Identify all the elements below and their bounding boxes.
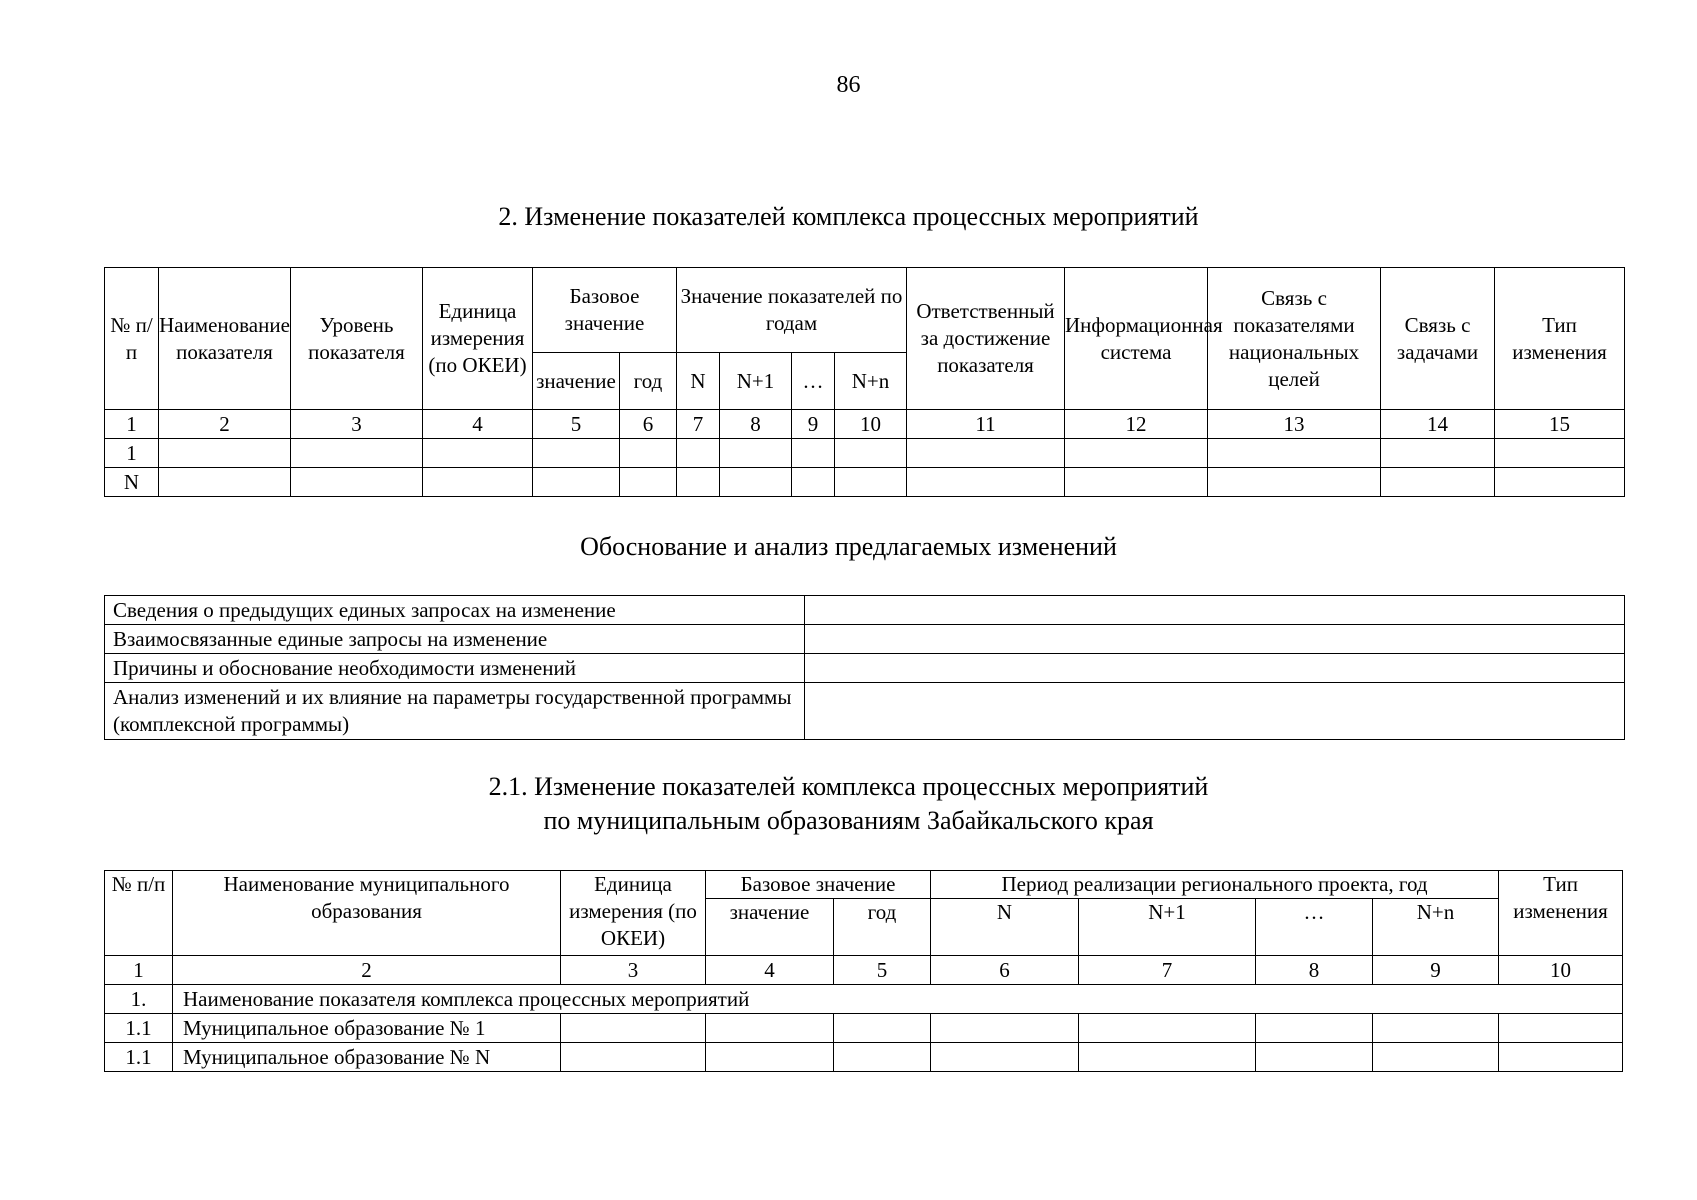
col-period-n1-header: N+1 xyxy=(1079,899,1256,956)
table-row xyxy=(105,1014,1623,1043)
table-row xyxy=(105,468,1625,497)
section-title-line: по муниципальным образованиям Забайкальского края xyxy=(543,806,1154,835)
col-tasks-header: Связь с задачами xyxy=(1381,268,1495,410)
col-year-n-header: N xyxy=(677,353,720,410)
municipality-label: Муниципальное образование № 1 xyxy=(173,1014,561,1043)
table-cell[interactable] xyxy=(1499,1014,1623,1043)
column-number: 10 xyxy=(835,410,907,439)
table-cell[interactable] xyxy=(1381,468,1495,497)
table-cell[interactable] xyxy=(931,1014,1079,1043)
column-number: 7 xyxy=(677,410,720,439)
col-base-header: Базовое значение xyxy=(533,268,677,353)
table-cell[interactable] xyxy=(1373,1014,1499,1043)
table-cell[interactable] xyxy=(720,468,792,497)
table-cell[interactable] xyxy=(159,468,291,497)
col-national-header: Связь с показателями национальных целей xyxy=(1208,268,1381,410)
justification-value[interactable] xyxy=(805,625,1625,654)
col-base-header: Базовое значение xyxy=(706,871,931,899)
col-period-header: Период реализации регионального проекта, год xyxy=(931,871,1499,899)
table-cell[interactable] xyxy=(620,439,677,468)
table-cell[interactable] xyxy=(931,1043,1079,1072)
table-row xyxy=(105,654,1625,683)
column-number: 15 xyxy=(1495,410,1625,439)
table-cell[interactable] xyxy=(291,439,423,468)
col-unit-header: Единица измерения (по ОКЕИ) xyxy=(561,871,706,956)
table-cell[interactable] xyxy=(1208,468,1381,497)
col-name-header: Наименование показателя xyxy=(159,268,291,410)
column-number: 8 xyxy=(720,410,792,439)
table-row xyxy=(105,1043,1623,1072)
column-number: 10 xyxy=(1499,956,1623,985)
column-number: 9 xyxy=(1373,956,1499,985)
table-cell[interactable] xyxy=(1256,1014,1373,1043)
justification-value[interactable] xyxy=(805,654,1625,683)
table-header-row xyxy=(105,268,1625,353)
col-year-dots-header: … xyxy=(792,353,835,410)
table-cell[interactable] xyxy=(792,468,835,497)
municipal-changes-table xyxy=(104,870,1623,1072)
section-title-line: 2.1. Изменение показателей комплекса процессных мероприятий xyxy=(488,772,1209,801)
justification-label: Причины и обоснование необходимости изменений xyxy=(105,654,805,683)
table-cell[interactable] xyxy=(533,468,620,497)
table-row xyxy=(105,625,1625,654)
row-number: 1.1 xyxy=(105,1014,173,1043)
col-base-value-header: значение xyxy=(533,353,620,410)
column-number: 6 xyxy=(620,410,677,439)
justification-label: Сведения о предыдущих единых запросах на изменение xyxy=(105,596,805,625)
table-cell[interactable] xyxy=(677,468,720,497)
column-number: 5 xyxy=(533,410,620,439)
column-number: 13 xyxy=(1208,410,1381,439)
table-cell[interactable] xyxy=(835,439,907,468)
table-cell[interactable] xyxy=(533,439,620,468)
table-row xyxy=(105,683,1625,740)
column-number: 6 xyxy=(931,956,1079,985)
table-cell[interactable] xyxy=(720,439,792,468)
table-cell[interactable] xyxy=(834,1014,931,1043)
municipality-label: Муниципальное образование № N xyxy=(173,1043,561,1072)
column-number: 3 xyxy=(291,410,423,439)
column-number-row xyxy=(105,956,1623,985)
table-cell[interactable] xyxy=(1079,1014,1256,1043)
col-base-value-header: значение xyxy=(706,899,834,956)
column-number: 14 xyxy=(1381,410,1495,439)
justification-value[interactable] xyxy=(805,596,1625,625)
col-period-nn-header: N+n xyxy=(1373,899,1499,956)
table-cell[interactable] xyxy=(620,468,677,497)
column-number: 4 xyxy=(706,956,834,985)
section-title-justification: Обоснование и анализ предлагаемых изменений xyxy=(580,532,1117,561)
table-cell[interactable] xyxy=(291,468,423,497)
column-number: 9 xyxy=(792,410,835,439)
col-municipality-header: Наименование муниципального образования xyxy=(173,871,561,956)
group-label: Наименование показателя комплекса процессных мероприятий xyxy=(173,985,1623,1014)
col-num-header: № п/п xyxy=(105,268,159,410)
table-header-row xyxy=(105,871,1623,899)
row-number: 1 xyxy=(105,439,159,468)
column-number: 2 xyxy=(159,410,291,439)
table-cell[interactable] xyxy=(159,439,291,468)
col-infosystem-header: Информационная система xyxy=(1065,268,1208,410)
table-cell[interactable] xyxy=(706,1043,834,1072)
col-num-header: № п/п xyxy=(105,871,173,956)
section-title-municipal-changes xyxy=(0,770,1697,838)
indicator-changes-table xyxy=(104,267,1625,497)
column-number: 7 xyxy=(1079,956,1256,985)
table-cell[interactable] xyxy=(835,468,907,497)
column-number: 8 xyxy=(1256,956,1373,985)
col-base-year-header: год xyxy=(620,353,677,410)
row-number: 1. xyxy=(105,985,173,1014)
table-cell[interactable] xyxy=(907,468,1065,497)
justification-label: Анализ изменений и их влияние на параметры государственной программы (комплексной программы) xyxy=(105,683,805,740)
table-cell[interactable] xyxy=(561,1043,706,1072)
table-cell[interactable] xyxy=(1381,439,1495,468)
col-change-type-header: Тип изменения xyxy=(1495,268,1625,410)
table-cell[interactable] xyxy=(1495,439,1625,468)
row-number: N xyxy=(105,468,159,497)
table-cell[interactable] xyxy=(561,1014,706,1043)
column-number: 5 xyxy=(834,956,931,985)
page-number: 86 xyxy=(836,72,861,98)
col-years-header: Значение показателей по годам xyxy=(677,268,907,353)
table-cell[interactable] xyxy=(834,1043,931,1072)
col-level-header: Уровень показателя xyxy=(291,268,423,410)
table-cell[interactable] xyxy=(1079,1043,1256,1072)
table-cell[interactable] xyxy=(907,439,1065,468)
table-cell[interactable] xyxy=(423,439,533,468)
col-responsible-header: Ответственный за достижение показателя xyxy=(907,268,1065,410)
column-number: 2 xyxy=(173,956,561,985)
col-unit-header: Единица измерения (по ОКЕИ) xyxy=(423,268,533,410)
col-change-type-header: Тип изменения xyxy=(1499,871,1623,956)
justification-label: Взаимосвязанные единые запросы на изменение xyxy=(105,625,805,654)
col-base-year-header: год xyxy=(834,899,931,956)
table-cell[interactable] xyxy=(1208,439,1381,468)
justification-table xyxy=(104,595,1625,740)
col-year-n1-header: N+1 xyxy=(720,353,792,410)
column-number: 4 xyxy=(423,410,533,439)
col-period-dots-header: … xyxy=(1256,899,1373,956)
column-number: 12 xyxy=(1065,410,1208,439)
column-number-row xyxy=(105,410,1625,439)
table-cell[interactable] xyxy=(792,439,835,468)
column-number: 1 xyxy=(105,410,159,439)
table-cell[interactable] xyxy=(1495,468,1625,497)
table-cell[interactable] xyxy=(1065,439,1208,468)
section-title-indicator-changes: 2. Изменение показателей комплекса процессных мероприятий xyxy=(498,202,1199,231)
group-row xyxy=(105,985,1623,1014)
column-number: 3 xyxy=(561,956,706,985)
row-number: 1.1 xyxy=(105,1043,173,1072)
table-cell[interactable] xyxy=(1373,1043,1499,1072)
table-cell[interactable] xyxy=(706,1014,834,1043)
column-number: 1 xyxy=(105,956,173,985)
table-cell[interactable] xyxy=(423,468,533,497)
table-row xyxy=(105,596,1625,625)
table-cell[interactable] xyxy=(1499,1043,1623,1072)
table-cell[interactable] xyxy=(1065,468,1208,497)
table-cell[interactable] xyxy=(677,439,720,468)
justification-value[interactable] xyxy=(805,683,1625,740)
col-period-n-header: N xyxy=(931,899,1079,956)
column-number: 11 xyxy=(907,410,1065,439)
table-cell[interactable] xyxy=(1256,1043,1373,1072)
col-year-nn-header: N+n xyxy=(835,353,907,410)
table-row xyxy=(105,439,1625,468)
